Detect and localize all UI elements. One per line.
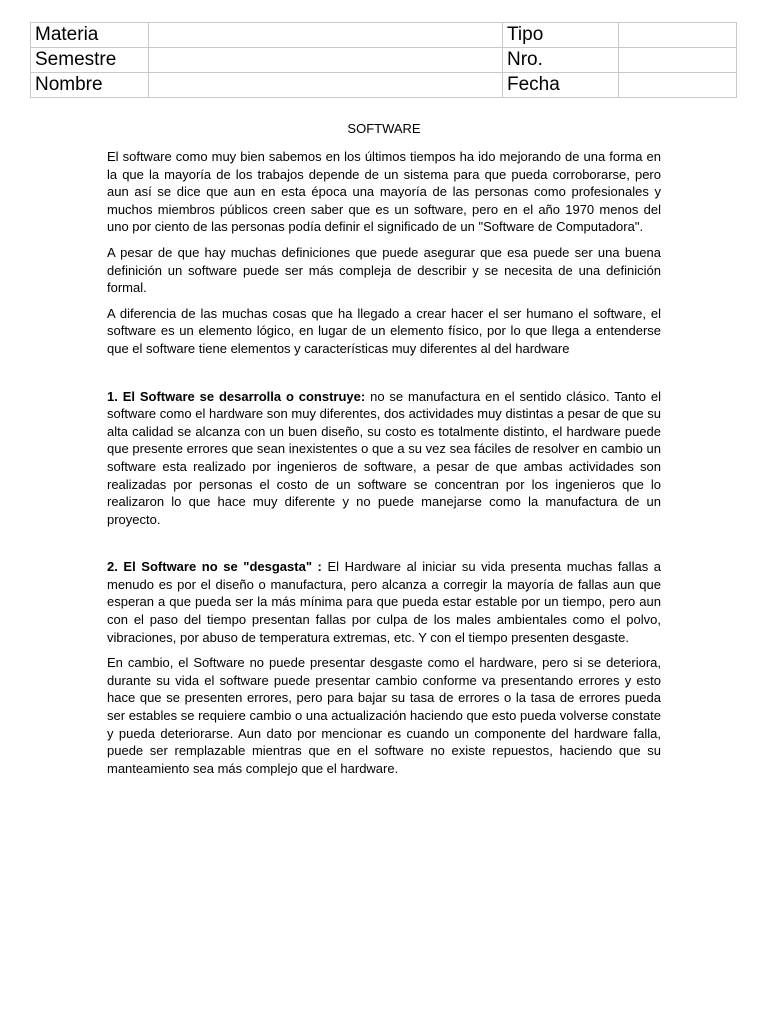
document-title: SOFTWARE — [347, 121, 421, 136]
header-info-table — [30, 22, 737, 98]
nro-value — [619, 48, 737, 73]
tipo-value — [619, 23, 737, 48]
point-2-paragraph — [107, 558, 661, 646]
fecha-value — [619, 73, 737, 98]
paragraph-definition: A pesar de que hay muchas definiciones que puede asegurar que esa puede ser una buena definición un software puede ser más compleja de describir y se necesita de una definición formal. — [107, 244, 661, 296]
nro-label: Nro. — [503, 48, 619, 73]
nombre-value — [149, 73, 503, 98]
fecha-label: Fecha — [503, 73, 619, 98]
nombre-label: Nombre — [31, 73, 149, 98]
header-row-nombre — [31, 73, 737, 98]
point-1-heading: 1. El Software se desarrolla o construye: — [107, 388, 366, 404]
header-row-semestre — [31, 48, 737, 73]
paragraph-difference: A diferencia de las muchas cosas que ha llegado a crear hacer el ser humano el software, el software es un elemento lógico, en lugar de un elemento físico, por lo que llega a entenderse que el software tiene elementos y características muy diferentes al del hardware — [107, 305, 661, 356]
paragraph-closing: En cambio, el Software no puede presentar desgaste como el hardware, pero si se deteriora, durante su vida el software puede presentar cambio conforme va presentando errores y esto hace que se presenten errores, pero para bajar su tasa de errores o la tasa de errores pueda ser estables se requiere cambio o una actualización haciendo que esto pueda volverse constate y pueda deteriorarse. Aun dato por mencionar es cuando un componente del hardware falla, puede ser remplazable mientras que en el software no existe repuestos, haciendo que su manteamiento sea más complejo que el hardware. — [107, 655, 661, 776]
semestre-value — [149, 48, 503, 73]
header-row-materia — [31, 23, 737, 48]
semestre-label: Semestre — [31, 48, 149, 73]
tipo-label: Tipo — [503, 23, 619, 48]
document-body — [107, 148, 661, 785]
materia-label: Materia — [31, 23, 149, 48]
point-2-text: El Hardware al iniciar su vida presenta muchas fallas a menudo es por el diseño o manufactura, pero alcanza a corregir la mayoría de fallas aun que esperan a que pueda ser la más mínima para que pueda estar estable por un tiempo, pero aun con el paso del tiempo presentan fallas por culpa de los males ambientales como el polvo, vibraciones, por abuso de temperatura extremas, etc. Y con el tiempo presenten desgaste. — [107, 559, 662, 645]
materia-value — [149, 23, 503, 48]
paragraph-intro: El software como muy bien sabemos en los últimos tiempos ha ido mejorando de una forma en la que la mayoría de los trabajos depende de un sistema para que pueda corroborarse, pero aun así se dice que aun en esta época una mayoría de las personas como profesionales y muchos miembros públicos creen saber que es un software, pero en el año 1970 menos del uno por ciento de las personas podía definir el significado de un "Software de Computadora". — [107, 149, 661, 235]
point-1-text: no se manufactura en el sentido clásico. Tanto el software como el hardware son muy diferentes, dos actividades muy distintas a pesar de que su alta calidad se alcanza con un buen diseño, su costo es totalmente distinto, el hardware puede que presente errores que sean inexistentes o que a su vez sea fáciles de resolver en cambio un software esta realizado por ingenieros de software, a pesar de que ambas actividades son realizadas por personas el costo de un software se concentran por los ingenieros que lo realizaron lo que hace muy diferente y no puede manejarse como la manufactura de un proyecto. — [107, 388, 662, 527]
point-1-paragraph — [107, 388, 661, 529]
point-2-heading: 2. El Software no se "desgasta" : — [107, 559, 322, 575]
